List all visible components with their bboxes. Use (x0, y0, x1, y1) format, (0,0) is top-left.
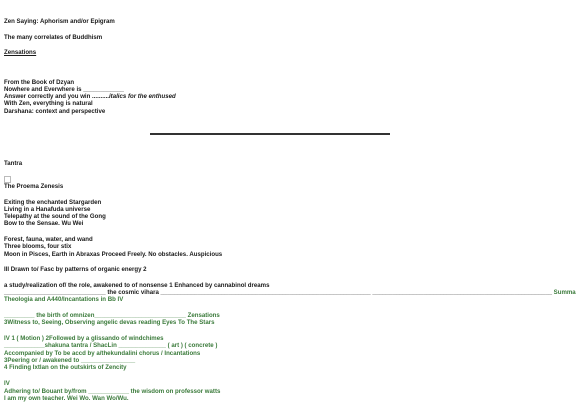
study-line-2-text: ______________________________ the cosmic vihara ______________________________________________________________ _____________________________________________________ (4, 289, 552, 296)
stanza1-line: Living in a Hanafuda universe (4, 206, 91, 213)
iv-ixtlan-line: 4 Finding Ixtlan on the outskirts of Zencity (4, 364, 127, 371)
tantra-heading: Tantra (4, 160, 23, 167)
witness-line: 3Witness to, Seeing, Observing angelic devas reading Eyes To The Stars (4, 319, 215, 326)
iv-motion-line: IV 1 ( Motion ) 2Followed by a glissando of windchimes (4, 335, 164, 342)
stanza2-line: Moon in Pisces, Earth in Abraxas Proceed Freely. No obstacles. Auspicious (4, 251, 223, 258)
study-line-1: a study/realization of/ the role, awakened to of nonsense 1 Enhanced by cannabinol dreams (4, 282, 270, 289)
zensations-link[interactable]: Zensations (4, 49, 37, 56)
study-line-3: Theologia and A440/Incantations in Bb IV (4, 296, 124, 303)
page-title: Zen Saying: Aphorism and/or Epigram (4, 18, 115, 25)
broken-image-icon (4, 176, 11, 183)
iv-kundalini-line: Accompanied by To be accd by a/thekundalini chorus / Incantations (4, 350, 201, 357)
omnizen-line: _________ the birth of omnizen___________________________ Zensations (4, 312, 220, 319)
iv-shakuna-line: ____________shakuna tantra / ShacLin ______________ ( art ) ( concrete ) (4, 342, 218, 349)
dzyan-italic-note: italics for the enthused (108, 93, 176, 100)
iv-heading: IV (4, 380, 10, 387)
iv-teacher-line: I am my own teacher. Wei Wo. Wan Wo/Wu. (4, 395, 129, 402)
section-3-heading: III Drawn to/ Fasc by patterns of organic energy 2 (4, 266, 147, 273)
dzyan-line-3-text: Answer correctly and you win .......... (4, 93, 109, 100)
iv-peering-line: 3Peering or / awakened to ________________ (4, 357, 136, 364)
dzyan-line-5: Darshana: context and perspective (4, 108, 106, 115)
stanza1-line: Bow to the Sensae. Wu Wei (4, 220, 84, 227)
horizontal-rule (150, 133, 390, 135)
summa-text: Summa (551, 289, 576, 296)
stanza2-line: Forest, fauna, water, and wand (4, 236, 93, 243)
dzyan-line-4: With Zen, everything is natural (4, 100, 93, 107)
stanza1-line: Telepathy at the sound of the Gong (4, 213, 106, 220)
iv-adhering-line: Adhering to/ Bouant by/from ____________ the wisdom on professor watts (4, 388, 221, 395)
poem-title: The Proema Zenesis (4, 183, 64, 190)
page-subtitle: The many correlates of Buddhism (4, 34, 103, 41)
stanza2-line: Three blooms, four stix (4, 243, 72, 250)
dzyan-line-1: From the Book of Dzyan (4, 79, 75, 86)
stanza1-line: Exiting the enchanted Stargarden (4, 199, 102, 206)
dzyan-line-2: Nowhere and Everwhere is ____________ (4, 86, 124, 93)
